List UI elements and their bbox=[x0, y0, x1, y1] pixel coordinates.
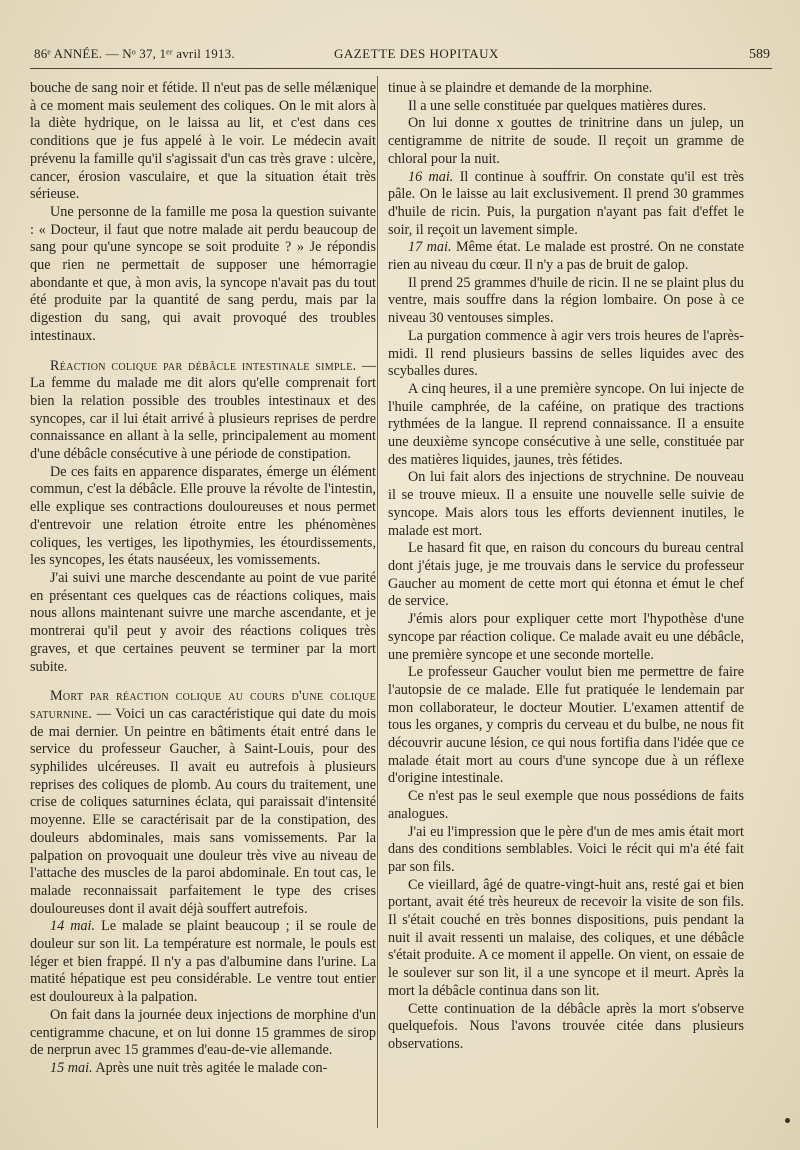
entry-date: 15 mai. bbox=[50, 1059, 93, 1076]
journal-title: GAZETTE DES HOPITAUX bbox=[334, 46, 499, 61]
page-number: 589 bbox=[749, 47, 770, 62]
section-paragraph bbox=[30, 688, 376, 918]
ink-spot bbox=[785, 1118, 790, 1123]
paragraph: A cinq heures, il a une première syncope. On lui injecte de l'huile camphrée, de la caféine, on pratique des tractions rythmées de la langue. Il reprend connaissance. Il a ensuite une deuxième syncope consécutive à une selle, constituée par des matières liquides, jaunes, très fétides. bbox=[388, 380, 744, 468]
dated-entry bbox=[30, 918, 376, 1007]
entry-date: 17 mai. bbox=[408, 239, 452, 256]
entry-text: Après une nuit très agitée le malade con- bbox=[92, 1059, 328, 1076]
issue-info: 86ᵉ ANNÉE. — Nᵒ 37, 1ᵉʳ avril 1913. bbox=[34, 46, 235, 61]
paragraph: Ce n'est pas le seul exemple que nous possédions de faits analogues. bbox=[388, 788, 744, 822]
page-header bbox=[34, 42, 770, 66]
section-heading: Réaction colique par débâcle intestinale simple. bbox=[50, 357, 357, 374]
paragraph: La purgation commence à agir vers trois heures de l'après-midi. Il rend plusieurs bassins de selles liquides avec des scyballes dures. bbox=[388, 327, 744, 380]
paragraph: De ces faits en apparence disparates, émerge un élément commun, c'est la débâcle. Elle prouve la révolte de l'intestin, elle explique ses contractions douloureuses et nous permet d'entrevoir une relation étroite entre les phénomènes coliques, les vertiges, les lipothymies, les étourdissements, les syncopes, les états nauséeux, les vomissements. bbox=[30, 463, 376, 569]
paragraph: On lui fait alors des injections de strychnine. De nouveau il se trouve mieux. Il a ensuite une nouvelle selle suivie de syncope. Mais alors tous les efforts deviennent inutiles, le malade est mort. bbox=[388, 469, 744, 539]
section-heading: Mort par réaction colique au cours d'une colique saturnine. bbox=[30, 688, 376, 722]
paragraph: Le hasard fit que, en raison du concours du bureau central dont j'étais juge, je me trouvais dans le service du professeur Gaucher au moment de cette mort qui étonna et émut le chef de service. bbox=[388, 540, 744, 610]
paragraph: J'ai eu l'impression que le père d'un de mes amis était mort dans des conditions semblables. Voici le récit qui m'a été fait par son fils. bbox=[388, 823, 744, 875]
paragraph: J'émis alors pour expliquer cette mort l'hypothèse d'une syncope par réaction colique. Ce malade avait eu une débâcle, une première syncope et une seconde mortelle. bbox=[388, 611, 744, 663]
entry-date: 14 mai. bbox=[50, 918, 96, 935]
paragraph: bouche de sang noir et fétide. Il n'eut pas de selle mélænique à ce moment mais seulement des coliques. On le mit alors à la diète hydrique, on le laissa au lit, et c'est dans ces conditions que je fus appelé à le voir. Le médecin avait prévenu la famille qu'il s'agissait d'un cas très grave : ulcère, cancer, érosion vasculaire, et que la situation était très sérieuse. bbox=[30, 80, 376, 203]
paragraph: J'ai suivi une marche descendante au point de vue parité en présentant ces quelques cas de réactions coliques, mais nous allons maintenant suivre une marche ascendante, et je montrerai qu'il peut y avoir des réactions coliques très graves, et que certaines peuvent se terminer par la mort subite. bbox=[30, 569, 376, 675]
paragraph: Le professeur Gaucher voulut bien me permettre de faire l'autopsie de ce malade. Elle fut pratiquée le lendemain par mon collaborateur, le docteur Moutier. L'examen attentif de tous les organes, y compris du cerveau et du bulbe, ne nous fit découvrir aucune lésion, ce qui nous fortifia dans l'idée que ce malade était mort au cours d'une syncope due à un réflexe d'origine intestinale. bbox=[388, 664, 744, 787]
header-rule bbox=[30, 68, 772, 69]
paragraph: Une personne de la famille me posa la question suivante : « Docteur, il faut que notre malade ait perdu beaucoup de sang pour qu'une syncope se soit produite ? » Je répondis que rien ne permettait de supposer une hémorragie abondante et que, à mon avis, la syncope n'avait pas du tout été produite par la quantité de sang perdu, mais par la digestion du sang, qui avait provoqué des troubles intestinaux. bbox=[30, 203, 376, 344]
paragraph: Il prend 25 grammes d'huile de ricin. Il ne se plaint plus du ventre, mais souffre dans la région lombaire. On pose à ce niveau 30 ventouses simples. bbox=[388, 274, 744, 327]
entry-text: Le malade se plaint beaucoup ; il se roule de douleur sur son lit. La température est normale, le pouls est léger et bien frappé. Il n'y a pas d'albumine dans l'urine. La matité hépatique est peu considérable. Le ventre tout entier est douloureux à la palpation. bbox=[30, 918, 377, 1006]
dated-entry bbox=[388, 239, 744, 274]
paragraph: On lui donne x gouttes de trinitrine dans un julep, un centigramme de nitrite de soude. Il reçoit un gramme de chloral pour la nuit. bbox=[388, 115, 744, 167]
paragraph: On fait dans la journée deux injections de morphine d'un centigramme chacune, et on lui donne 15 grammes de sirop de nerprun avec 15 grammes d'eau-de-vie allemande. bbox=[30, 1006, 376, 1059]
section-text: — La femme du malade me dit alors qu'elle comprenait fort bien la relation possible des troubles intestinaux et des syncopes, car il lui était arrivé à plusieurs reprises de perdre connaissance en allant à la selle, principalement au moment d'une débâcle consécutive à une période de constipation. bbox=[30, 357, 377, 463]
dated-entry bbox=[30, 1060, 376, 1078]
entry-text: Même état. Le malade est prostré. On ne constate rien au niveau du cœur. Il n'y a pas de bruit de galop. bbox=[388, 239, 745, 274]
left-column bbox=[30, 80, 376, 1078]
paragraph: tinue à se plaindre et demande de la morphine. bbox=[388, 80, 653, 96]
right-column bbox=[388, 80, 744, 1054]
paragraph: Il a une selle constituée par quelques matières dures. bbox=[408, 97, 707, 114]
paragraph: Ce vieillard, âgé de quatre-vingt-huit ans, resté gai et bien portant, avait été très heureux de recevoir la visite de son fils. Il s'était couché en très bonnes dispositions, puis pendant la nuit il avait ressenti un malaise, des coliques, et une débâcle s'était produite. A ce moment il appelle. On vient, on essaie de le soulever sur son lit, il a une syncope et il meurt. Après la mort la débâcle continua dans son lit. bbox=[388, 876, 744, 999]
entry-date: 16 mai. bbox=[408, 168, 454, 185]
paragraph: Cette continuation de la débâcle après la mort s'observe quelquefois. Nous l'avons trouvée citée dans plusieurs observations. bbox=[388, 1000, 744, 1052]
dated-entry bbox=[388, 169, 744, 240]
section-text: — Voici un cas caractéristique qui date du mois de mai dernier. Un peintre en bâtiments était entré dans le service du professeur Gaucher, à Saint-Louis, pour des syphilides ulcéreuses. Il avait eu autrefois à plusieurs reprises des coliques de plomb. Au cours du traitement, une crise de coliques saturnines éclata, qui paraissait d'intensité moyenne. Elle se caractérisait par de la constipation, des douleurs abdominales, mais sans vomissements. Par la palpation on provoquait une douleur très vive au niveau de l'attache des muscles de la paroi abdominale. En tout cas, le malade reconnaissait parfaitement le type des crises douloureuses dont il avait déjà souffert autrefois. bbox=[30, 705, 376, 917]
entry-text: Il continue à souffrir. On constate qu'il est très pâle. On le laisse au lait exclusivement. Il prend 30 grammes d'huile de ricin. Puis, la purgation n'ayant pas fait d'effet le soir, il reçoit un lavement simple. bbox=[388, 168, 744, 238]
section-paragraph bbox=[30, 358, 376, 464]
column-divider bbox=[377, 76, 378, 1128]
